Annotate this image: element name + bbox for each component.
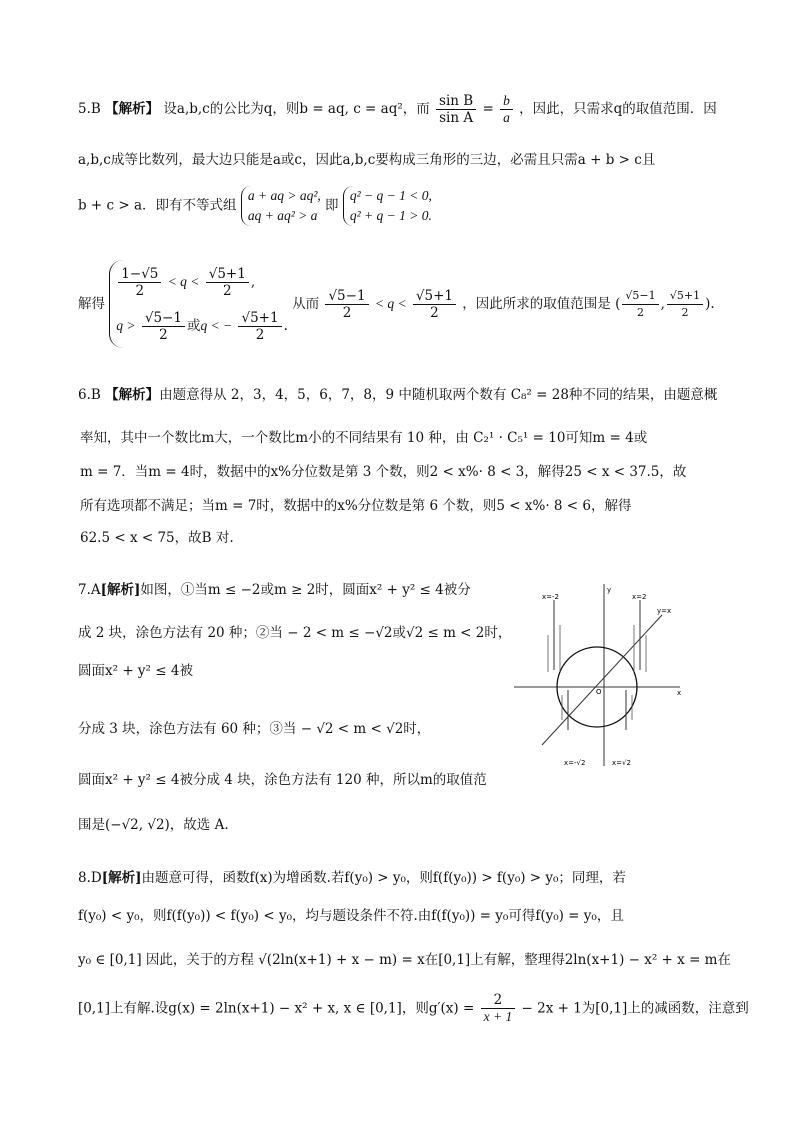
p7-line-5: 圆面x² + y² ≤ 4被分成 4 块，涂色方法有 120 种，所以m的取值范 bbox=[78, 772, 487, 788]
p6-line-3: m = 7．当m = 4时，数据中的x%分位数是第 3 个数，则2 < x%· 8 < 3，解得25 < x < 37.5，故 bbox=[80, 464, 687, 480]
p5-text-4a: 解得 bbox=[78, 296, 105, 312]
p6-line-1: 6.B 【解析】由题意得从 2，3，4，5，6，7，8，9 中随机取两个数有 C₈² = 28种不同的结果，由题意概 bbox=[78, 387, 718, 403]
p6-line-2: 率知，其中一个数比m大，一个数比m小的不同结果有 10 种，由 C₂¹ · C₅¹ = 10可知m = 4或 bbox=[80, 430, 648, 446]
range-lower-fraction: $\frac{√5-1}{2}$ bbox=[325, 288, 368, 321]
p5-text-4c: ，因此所求的取值范围是 bbox=[462, 296, 611, 312]
p5-line-4: 解得 $\frac{1-√5}{2}$ < q < $\frac{√5+1}{2}$ , q > $\frac{√5-1}{2}$ 或q < − $\frac{√5+1}{2}$ . 从而 $\frac{√5-1}{2}$ < q < $\frac{√5+1}{2}$ ，因此所求的取值范围是 ( $\frac{√5-1}{2}$ , $\frac{√5+1}{2}$ ). bbox=[78, 260, 715, 348]
p8-line-4: [0,1]上有解.设g(x) = 2ln(x+1) − x² + x, x ∈ [0,1]，则g′(x) = $\frac{2}{x + 1}$ − 2x + 1为[0,1]上的减函数，注意到 bbox=[78, 992, 749, 1024]
label-y-eq-x: y=x bbox=[657, 607, 672, 615]
label-x-eq-sqrt2: x=√2 bbox=[612, 759, 631, 767]
label-origin: O bbox=[596, 688, 602, 696]
p5-tag: 【解析】 bbox=[105, 101, 160, 117]
p8-line-1: 8.D[解析]由题意可得，函数f(x)为增函数.若f(y₀) > y₀，则f(f(y₀)) > f(y₀) > y₀；同理，若 bbox=[78, 870, 626, 886]
solution-row-1: $\frac{1-√5}{2}$ < q < $\frac{√5+1}{2}$ , bbox=[116, 260, 288, 304]
p5-text-4b: 从而 bbox=[292, 296, 320, 312]
p7-line-4: 分成 3 块，涂色方法有 60 种；③当 − √2 < m < √2时， bbox=[78, 721, 431, 737]
p7-line-2: 成 2 块，涂色方法有 20 种；②当 − 2 < m ≤ −√2或√2 ≤ m < 2时， bbox=[78, 625, 512, 641]
label-x-eq-2: x=2 bbox=[632, 593, 647, 601]
p5-number: 5.B bbox=[78, 101, 101, 117]
p5-text-1a: 设a,b,c的公比为q，则b = aq, c = aq²，而 bbox=[163, 101, 430, 117]
range-upper-fraction: $\frac{√5+1}{2}$ bbox=[413, 288, 456, 321]
label-x-axis: x bbox=[677, 689, 682, 697]
p8-line-3: y₀ ∈ [0,1] 因此，关于的方程 √(2ln(x+1) + x − m) = x在[0,1]上有解，整理得2ln(x+1) − x² + x = m在 bbox=[78, 952, 731, 968]
p5-line-1: 5.B 【解析】 设a,b,c的公比为q，则b = aq, c = aq²，而 $\frac{\text{sin B}}{\text{sin A}}$ = $\frac{b}{a}$ ，因此，只需求q的取值范围．因 bbox=[78, 93, 717, 126]
p7-line-3: 圆面x² + y² ≤ 4被 bbox=[78, 663, 193, 679]
b-over-a-fraction: $\frac{b}{a}$ bbox=[500, 93, 513, 126]
solution-row-2: q > $\frac{√5-1}{2}$ 或q < − $\frac{√5+1}{2}$ . bbox=[116, 310, 288, 343]
p5-line-2: a,b,c成等比数列，最大边只能是a或c，因此a,b,c要构成三角形的三边，必需且只需a + b > c且 bbox=[78, 152, 656, 168]
sinb-over-sina-fraction: $\frac{\text{sin B}}{\text{sin A}}$ bbox=[436, 93, 476, 126]
p7-line-1: 7.A[解析]如图，①当m ≤ −2或m ≥ 2时，圆面x² + y² ≤ 4被分 bbox=[78, 582, 471, 598]
p6-line-4: 所有选项都不满足；当m = 7时，数据中的x%分位数是第 6 个数，则5 < x%· 8 < 6，解得 bbox=[80, 498, 632, 514]
p5-text-1b: ，因此，只需求q的取值范围．因 bbox=[519, 101, 717, 117]
p5-text-3a: b + c > a．即有不等式组 bbox=[78, 197, 237, 214]
p7-line-6: 围是(−√2, √2)，故选 A. bbox=[78, 817, 229, 833]
label-x-eq-msqrt2: x=-√2 bbox=[564, 759, 586, 767]
inequality-system-2: q² − q − 1 < 0, q² + q − 1 > 0. bbox=[343, 186, 432, 226]
circle-regions-figure bbox=[512, 580, 684, 770]
label-y-axis: y bbox=[607, 586, 612, 594]
solution-system bbox=[109, 260, 288, 348]
p5-text-3b: 即 bbox=[325, 197, 339, 214]
p5-line-3 bbox=[78, 186, 432, 226]
p8-line-2: f(y₀) < y₀，则f(f(y₀)) < f(y₀) < y₀，均与题设条件不符.由f(f(y₀)) = y₀可得f(y₀) = y₀，且 bbox=[78, 908, 624, 924]
derivative-fraction: $\frac{2}{x + 1}$ bbox=[481, 992, 516, 1025]
label-x-eq-m2: x=-2 bbox=[542, 593, 559, 601]
inequality-system-1: a + aq > aq², aq + aq² > a bbox=[241, 186, 321, 226]
p6-line-5: 62.5 < x < 75，故B 对. bbox=[80, 530, 234, 546]
